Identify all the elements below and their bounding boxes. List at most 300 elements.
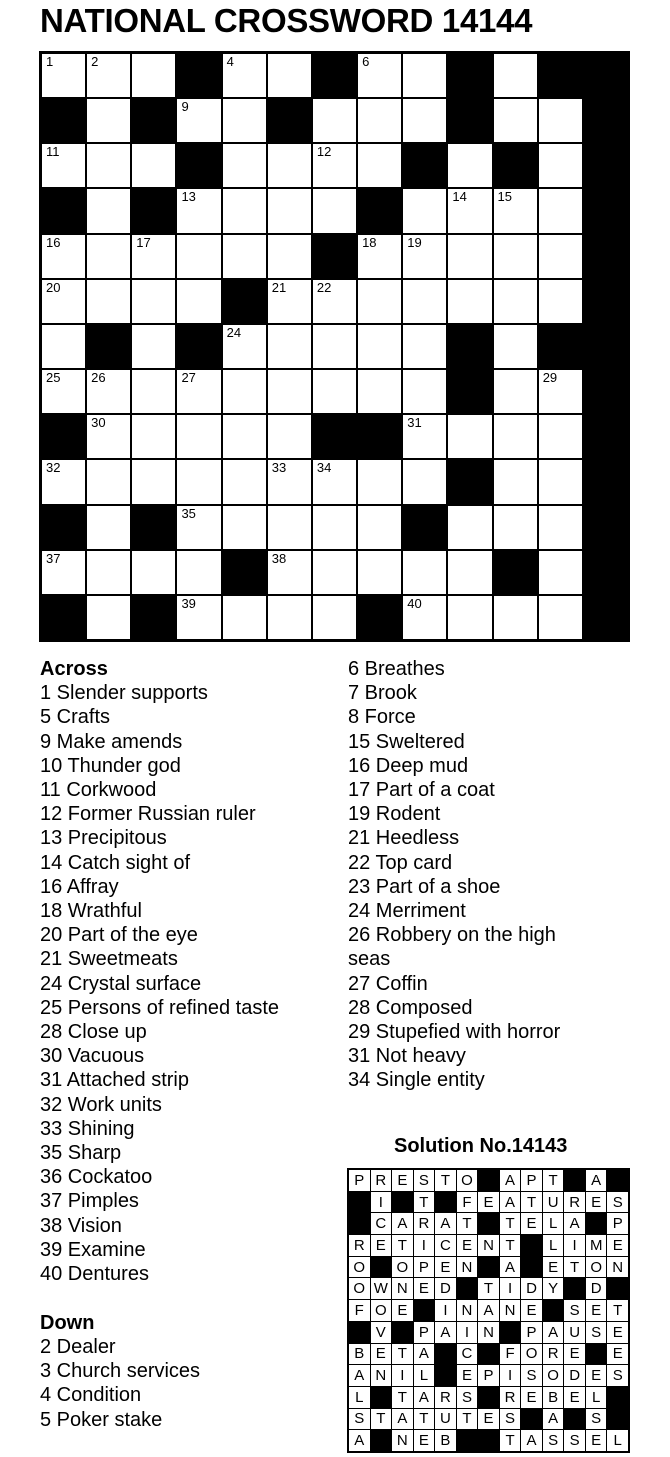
grid-cell[interactable]	[268, 144, 311, 187]
down-clues-continued	[348, 657, 560, 1093]
solution-cell: W	[371, 1278, 392, 1299]
solution-cell: L	[607, 1430, 628, 1451]
clue-item: 20 Part of the eye	[40, 924, 198, 947]
clue-item: 34 Single entity	[348, 1069, 485, 1092]
grid-cell[interactable]	[177, 235, 220, 278]
clue-number: 22	[316, 279, 332, 295]
solution-cell: F	[457, 1192, 478, 1213]
grid-cell[interactable]	[223, 506, 266, 549]
grid-cell[interactable]	[223, 460, 266, 503]
solution-cell: T	[392, 1344, 413, 1365]
solution-cell: T	[435, 1170, 456, 1191]
grid-cell[interactable]	[448, 506, 491, 549]
solution-cell: R	[564, 1192, 585, 1213]
grid-cell[interactable]	[87, 551, 130, 594]
clue-item: 6 Breathes	[348, 658, 445, 680]
solution-cell: R	[371, 1170, 392, 1191]
grid-cell[interactable]	[132, 551, 175, 594]
grid-cell[interactable]	[448, 596, 491, 639]
grid-cell[interactable]	[177, 99, 220, 142]
grid-cell[interactable]	[539, 460, 582, 503]
solution-cell: A	[349, 1430, 370, 1451]
solution-cell: E	[457, 1365, 478, 1386]
solution-cell: P	[478, 1365, 499, 1386]
grid-cell[interactable]	[403, 415, 446, 458]
solution-cell: T	[457, 1409, 478, 1430]
grid-cell[interactable]	[403, 370, 446, 413]
solution-cell: A	[349, 1365, 370, 1386]
solution-cell: N	[457, 1300, 478, 1321]
solution-cell: B	[435, 1430, 456, 1451]
solution-cell: T	[564, 1257, 585, 1278]
clue-number: 12	[316, 144, 332, 160]
clue-number: 9	[181, 99, 189, 115]
clue-item: 28 Close up	[40, 1021, 147, 1044]
solution-cell: I	[435, 1300, 456, 1321]
grid-cell[interactable]	[42, 235, 85, 278]
solution-cell: F	[349, 1300, 370, 1321]
solution-cell: I	[500, 1278, 521, 1299]
clue-item: 35 Sharp	[40, 1142, 122, 1165]
clue-number: 15	[497, 189, 512, 205]
grid-cell[interactable]	[268, 415, 311, 458]
solution-cell: T	[521, 1192, 542, 1213]
clue-item: 40 Dentures	[40, 1263, 149, 1286]
grid-cell[interactable]	[313, 325, 356, 368]
solution-cell: A	[435, 1213, 456, 1234]
grid-cell[interactable]	[268, 551, 311, 594]
clue-item: 25 Persons of refined taste	[40, 996, 280, 1019]
grid-cell[interactable]	[448, 144, 491, 187]
solution-cell: A	[478, 1300, 499, 1321]
solution-cell: V	[371, 1322, 392, 1343]
grid-cell[interactable]	[132, 460, 175, 503]
solution-cell: L	[349, 1387, 370, 1408]
grid-cell[interactable]	[539, 235, 582, 278]
solution-cell: T	[607, 1300, 628, 1321]
grid-cell[interactable]	[268, 460, 311, 503]
solution-cell: A	[414, 1344, 435, 1365]
grid-cell[interactable]	[268, 280, 311, 323]
solution-cell: R	[543, 1344, 564, 1365]
solution-cell: S	[543, 1430, 564, 1451]
clue-item: 27 Coffin	[348, 972, 428, 995]
clue-item: 31 Attached strip	[40, 1069, 189, 1092]
grid-cell[interactable]	[223, 370, 266, 413]
clue-number: 14	[452, 189, 467, 205]
grid-cell[interactable]	[494, 370, 537, 413]
grid-cell[interactable]	[42, 551, 85, 594]
clue-number: 2	[91, 54, 99, 69]
grid-cell[interactable]	[494, 235, 537, 278]
crossword-grid	[39, 51, 630, 642]
solution-cell: I	[371, 1192, 392, 1213]
grid-cell[interactable]	[448, 415, 491, 458]
grid-cell[interactable]	[132, 54, 175, 97]
grid-cell[interactable]	[539, 415, 582, 458]
clue-item: 26 Robbery on the high	[348, 924, 556, 947]
grid-cell[interactable]	[494, 596, 537, 639]
grid-cell[interactable]	[403, 280, 446, 323]
grid-cell[interactable]	[132, 325, 175, 368]
solution-cell: E	[586, 1430, 607, 1451]
solution-cell: I	[457, 1322, 478, 1343]
solution-cell: E	[586, 1365, 607, 1386]
clue-number: 40	[407, 595, 422, 611]
solution-cell: A	[500, 1170, 521, 1191]
solution-cell: U	[564, 1322, 585, 1343]
grid-cell[interactable]	[313, 551, 356, 594]
solution-cell: E	[607, 1235, 628, 1256]
grid-cell[interactable]	[539, 370, 582, 413]
solution-cell: L	[543, 1213, 564, 1234]
grid-cell[interactable]	[313, 596, 356, 639]
grid-cell[interactable]	[87, 54, 130, 97]
grid-cell[interactable]	[223, 325, 266, 368]
grid-cell[interactable]	[494, 325, 537, 368]
grid-cell[interactable]	[42, 460, 85, 503]
grid-cell[interactable]	[313, 506, 356, 549]
grid-cell[interactable]	[177, 415, 220, 458]
clue-item: 15 Sweltered	[348, 730, 465, 753]
grid-cell[interactable]	[403, 325, 446, 368]
grid-cell[interactable]	[177, 460, 220, 503]
clue-number: 19	[407, 234, 422, 250]
solution-cell: A	[586, 1170, 607, 1191]
grid-cell[interactable]	[177, 596, 220, 639]
grid-cell[interactable]	[403, 596, 446, 639]
grid-cell[interactable]	[87, 460, 130, 503]
grid-cell[interactable]	[448, 551, 491, 594]
grid-cell[interactable]	[132, 415, 175, 458]
grid-cell[interactable]	[403, 460, 446, 503]
solution-cell: E	[392, 1170, 413, 1191]
clue-number: 16	[46, 234, 61, 250]
grid-cell[interactable]	[87, 506, 130, 549]
clue-number: 18	[362, 234, 377, 250]
solution-cell: E	[586, 1192, 607, 1213]
grid-cell[interactable]	[223, 596, 266, 639]
clue-item: 7 Brook	[348, 682, 417, 705]
grid-cell[interactable]	[177, 551, 220, 594]
solution-cell: P	[521, 1170, 542, 1191]
solution-cell: C	[371, 1213, 392, 1234]
grid-cell[interactable]	[358, 280, 401, 323]
solution-cell: C	[435, 1235, 456, 1256]
solution-cell: C	[457, 1344, 478, 1365]
grid-cell[interactable]	[177, 506, 220, 549]
solution-cell: S	[586, 1322, 607, 1343]
clue-item: 18 Wrathful	[40, 900, 142, 923]
clue-item: 21 Heedless	[348, 827, 460, 850]
solution-cell: T	[392, 1235, 413, 1256]
clue-number: 4	[226, 54, 234, 69]
grid-cell[interactable]	[448, 189, 491, 232]
solution-cell: O	[543, 1365, 564, 1386]
grid-cell[interactable]	[358, 144, 401, 187]
solution-cell: S	[500, 1409, 521, 1430]
clue-item: 17 Part of a coat	[348, 779, 495, 802]
solution-cell: E	[435, 1257, 456, 1278]
solution-cell: S	[564, 1300, 585, 1321]
grid-cell[interactable]	[87, 370, 130, 413]
grid-cell[interactable]	[448, 235, 491, 278]
clue-number: 1	[46, 54, 54, 69]
clue-item: 24 Merriment	[348, 900, 466, 923]
clue-item: 3 Church services	[40, 1360, 201, 1383]
solution-cell: T	[392, 1387, 413, 1408]
clue-number: 29	[542, 370, 558, 386]
clue-number: 35	[181, 505, 196, 521]
across-heading: Across	[40, 658, 108, 680]
solution-cell: N	[392, 1430, 413, 1451]
grid-cell[interactable]	[494, 54, 537, 97]
clue-item: 2 Dealer	[40, 1335, 116, 1358]
solution-cell: A	[392, 1409, 413, 1430]
grid-cell[interactable]	[177, 189, 220, 232]
grid-cell[interactable]	[268, 596, 311, 639]
clue-item: 5 Crafts	[40, 706, 111, 729]
clue-item: 9 Make amends	[40, 730, 183, 753]
grid-cell[interactable]	[223, 235, 266, 278]
grid-cell[interactable]	[403, 99, 446, 142]
solution-cell: D	[435, 1278, 456, 1299]
grid-cell[interactable]	[268, 189, 311, 232]
grid-cell[interactable]	[494, 460, 537, 503]
grid-cell[interactable]	[403, 189, 446, 232]
grid-cell[interactable]	[313, 189, 356, 232]
grid-cell[interactable]	[223, 99, 266, 142]
grid-cell[interactable]	[223, 144, 266, 187]
solution-cell: T	[371, 1409, 392, 1430]
solution-cell: P	[607, 1213, 628, 1234]
grid-cell[interactable]	[313, 280, 356, 323]
grid-cell[interactable]	[539, 280, 582, 323]
grid-cell[interactable]	[539, 551, 582, 594]
solution-cell: E	[371, 1235, 392, 1256]
grid-cell[interactable]	[42, 325, 85, 368]
solution-cell: A	[392, 1213, 413, 1234]
clue-number: 38	[271, 550, 287, 566]
grid-cell[interactable]	[313, 144, 356, 187]
grid-cell[interactable]	[313, 99, 356, 142]
clue-number: 21	[271, 279, 287, 295]
solution-cell: N	[478, 1322, 499, 1343]
grid-cell[interactable]	[223, 415, 266, 458]
solution-cell: O	[392, 1257, 413, 1278]
grid-cell[interactable]	[539, 144, 582, 187]
solution-cell: T	[543, 1170, 564, 1191]
solution-cell: F	[500, 1344, 521, 1365]
clue-number: 20	[46, 279, 61, 295]
solution-cell: D	[564, 1365, 585, 1386]
solution-cell: E	[543, 1257, 564, 1278]
clue-item: 32 Work units	[40, 1093, 162, 1116]
solution-cell: E	[607, 1344, 628, 1365]
grid-cell[interactable]	[268, 54, 311, 97]
grid-cell[interactable]	[42, 54, 85, 97]
clue-item: 38 Vision	[40, 1214, 122, 1237]
clue-item: 13 Precipitous	[40, 827, 167, 850]
clue-item: 24 Crystal surface	[40, 972, 202, 995]
grid-cell[interactable]	[132, 370, 175, 413]
solution-cell: B	[349, 1344, 370, 1365]
solution-cell: T	[500, 1430, 521, 1451]
solution-cell: T	[500, 1213, 521, 1234]
solution-cell: E	[478, 1192, 499, 1213]
solution-cell: I	[414, 1235, 435, 1256]
solution-cell: S	[457, 1387, 478, 1408]
clue-item: 12 Former Russian ruler	[40, 803, 256, 826]
grid-cell[interactable]	[42, 144, 85, 187]
solution-cell: I	[564, 1235, 585, 1256]
grid-cell[interactable]	[494, 99, 537, 142]
solution-grid	[347, 1168, 630, 1453]
grid-cell[interactable]	[494, 506, 537, 549]
solution-title: Solution No.14143	[394, 1135, 568, 1157]
across-clues	[40, 657, 279, 1432]
grid-cell[interactable]	[448, 280, 491, 323]
clue-item: seas	[348, 948, 391, 971]
grid-cell[interactable]	[358, 99, 401, 142]
solution-cell: E	[478, 1409, 499, 1430]
grid-cell[interactable]	[132, 235, 175, 278]
grid-cell[interactable]	[313, 460, 356, 503]
clue-number: 6	[362, 54, 370, 69]
solution-cell: S	[564, 1430, 585, 1451]
clue-item: 14 Catch sight of	[40, 851, 191, 874]
solution-cell: N	[607, 1257, 628, 1278]
grid-cell[interactable]	[87, 596, 130, 639]
grid-cell[interactable]	[403, 235, 446, 278]
clue-item: 31 Not heavy	[348, 1045, 466, 1068]
grid-cell[interactable]	[132, 280, 175, 323]
grid-cell[interactable]	[539, 189, 582, 232]
solution-cell: A	[521, 1430, 542, 1451]
solution-cell: B	[543, 1387, 564, 1408]
solution-cell: I	[392, 1365, 413, 1386]
grid-cell[interactable]	[268, 235, 311, 278]
grid-cell[interactable]	[358, 370, 401, 413]
grid-cell[interactable]	[403, 551, 446, 594]
grid-cell[interactable]	[268, 325, 311, 368]
grid-cell[interactable]	[87, 99, 130, 142]
clue-item: 5 Poker stake	[40, 1408, 163, 1431]
grid-cell[interactable]	[358, 506, 401, 549]
grid-cell[interactable]	[539, 99, 582, 142]
grid-cell[interactable]	[313, 370, 356, 413]
solution-cell: R	[435, 1387, 456, 1408]
solution-cell: P	[414, 1257, 435, 1278]
grid-cell[interactable]	[87, 144, 130, 187]
grid-cell[interactable]	[539, 596, 582, 639]
clue-number: 11	[46, 144, 60, 160]
solution-cell: P	[414, 1322, 435, 1343]
solution-cell: T	[414, 1409, 435, 1430]
grid-cell[interactable]	[358, 551, 401, 594]
solution-cell: L	[586, 1387, 607, 1408]
clue-item: 36 Cockatoo	[40, 1166, 153, 1189]
clue-item: 11 Corkwood	[40, 779, 157, 802]
solution-cell: D	[521, 1278, 542, 1299]
clue-number: 17	[136, 234, 151, 250]
grid-cell[interactable]	[42, 280, 85, 323]
clue-number: 24	[226, 324, 242, 340]
grid-cell[interactable]	[539, 506, 582, 549]
grid-cell[interactable]	[42, 370, 85, 413]
clue-item: 22 Top card	[348, 851, 453, 874]
solution-cell: T	[457, 1213, 478, 1234]
grid-cell[interactable]	[177, 280, 220, 323]
grid-cell[interactable]	[223, 54, 266, 97]
clue-number: 13	[181, 189, 196, 205]
grid-cell[interactable]	[87, 280, 130, 323]
grid-cell[interactable]	[223, 189, 266, 232]
clue-item: 16 Deep mud	[348, 754, 469, 777]
puzzle-title: NATIONAL CROSSWORD 14144	[40, 2, 533, 39]
solution-cell: S	[607, 1192, 628, 1213]
solution-cell: U	[435, 1409, 456, 1430]
clue-number: 31	[407, 415, 422, 431]
grid-cell[interactable]	[87, 189, 130, 232]
solution-cell: O	[349, 1257, 370, 1278]
solution-cell: O	[371, 1300, 392, 1321]
grid-cell[interactable]	[494, 415, 537, 458]
clue-item: 19 Rodent	[348, 803, 441, 826]
clue-item: 30 Vacuous	[40, 1045, 145, 1068]
solution-cell: A	[543, 1409, 564, 1430]
grid-cell[interactable]	[358, 235, 401, 278]
grid-cell[interactable]	[403, 54, 446, 97]
grid-cell[interactable]	[358, 325, 401, 368]
solution-cell: E	[521, 1300, 542, 1321]
grid-cell[interactable]	[87, 235, 130, 278]
solution-cell: E	[457, 1235, 478, 1256]
solution-cell: A	[435, 1322, 456, 1343]
solution-cell: O	[349, 1278, 370, 1299]
clue-number: 27	[181, 370, 196, 386]
solution-cell: T	[478, 1278, 499, 1299]
solution-cell: E	[392, 1300, 413, 1321]
grid-cell[interactable]	[358, 54, 401, 97]
solution-cell: S	[607, 1365, 628, 1386]
grid-cell[interactable]	[268, 506, 311, 549]
clue-item: 21 Sweetmeats	[40, 948, 178, 971]
solution-cell: P	[521, 1322, 542, 1343]
grid-cell[interactable]	[494, 189, 537, 232]
grid-cell[interactable]	[177, 370, 220, 413]
clue-item: 1 Slender supports	[40, 682, 208, 705]
solution-cell: S	[586, 1409, 607, 1430]
solution-cell: E	[414, 1278, 435, 1299]
clue-item: 28 Composed	[348, 996, 473, 1019]
solution-cell: D	[586, 1278, 607, 1299]
grid-cell[interactable]	[132, 144, 175, 187]
grid-cell[interactable]	[87, 415, 130, 458]
clue-item: 8 Force	[348, 706, 416, 729]
grid-cell[interactable]	[358, 460, 401, 503]
solution-cell: I	[500, 1365, 521, 1386]
solution-cell: E	[586, 1300, 607, 1321]
solution-cell: R	[414, 1213, 435, 1234]
solution-cell: S	[414, 1170, 435, 1191]
grid-cell[interactable]	[494, 280, 537, 323]
grid-cell[interactable]	[268, 370, 311, 413]
clue-number: 33	[271, 460, 287, 476]
solution-cell: A	[414, 1387, 435, 1408]
clue-number: 26	[91, 370, 106, 386]
solution-cell: A	[500, 1192, 521, 1213]
